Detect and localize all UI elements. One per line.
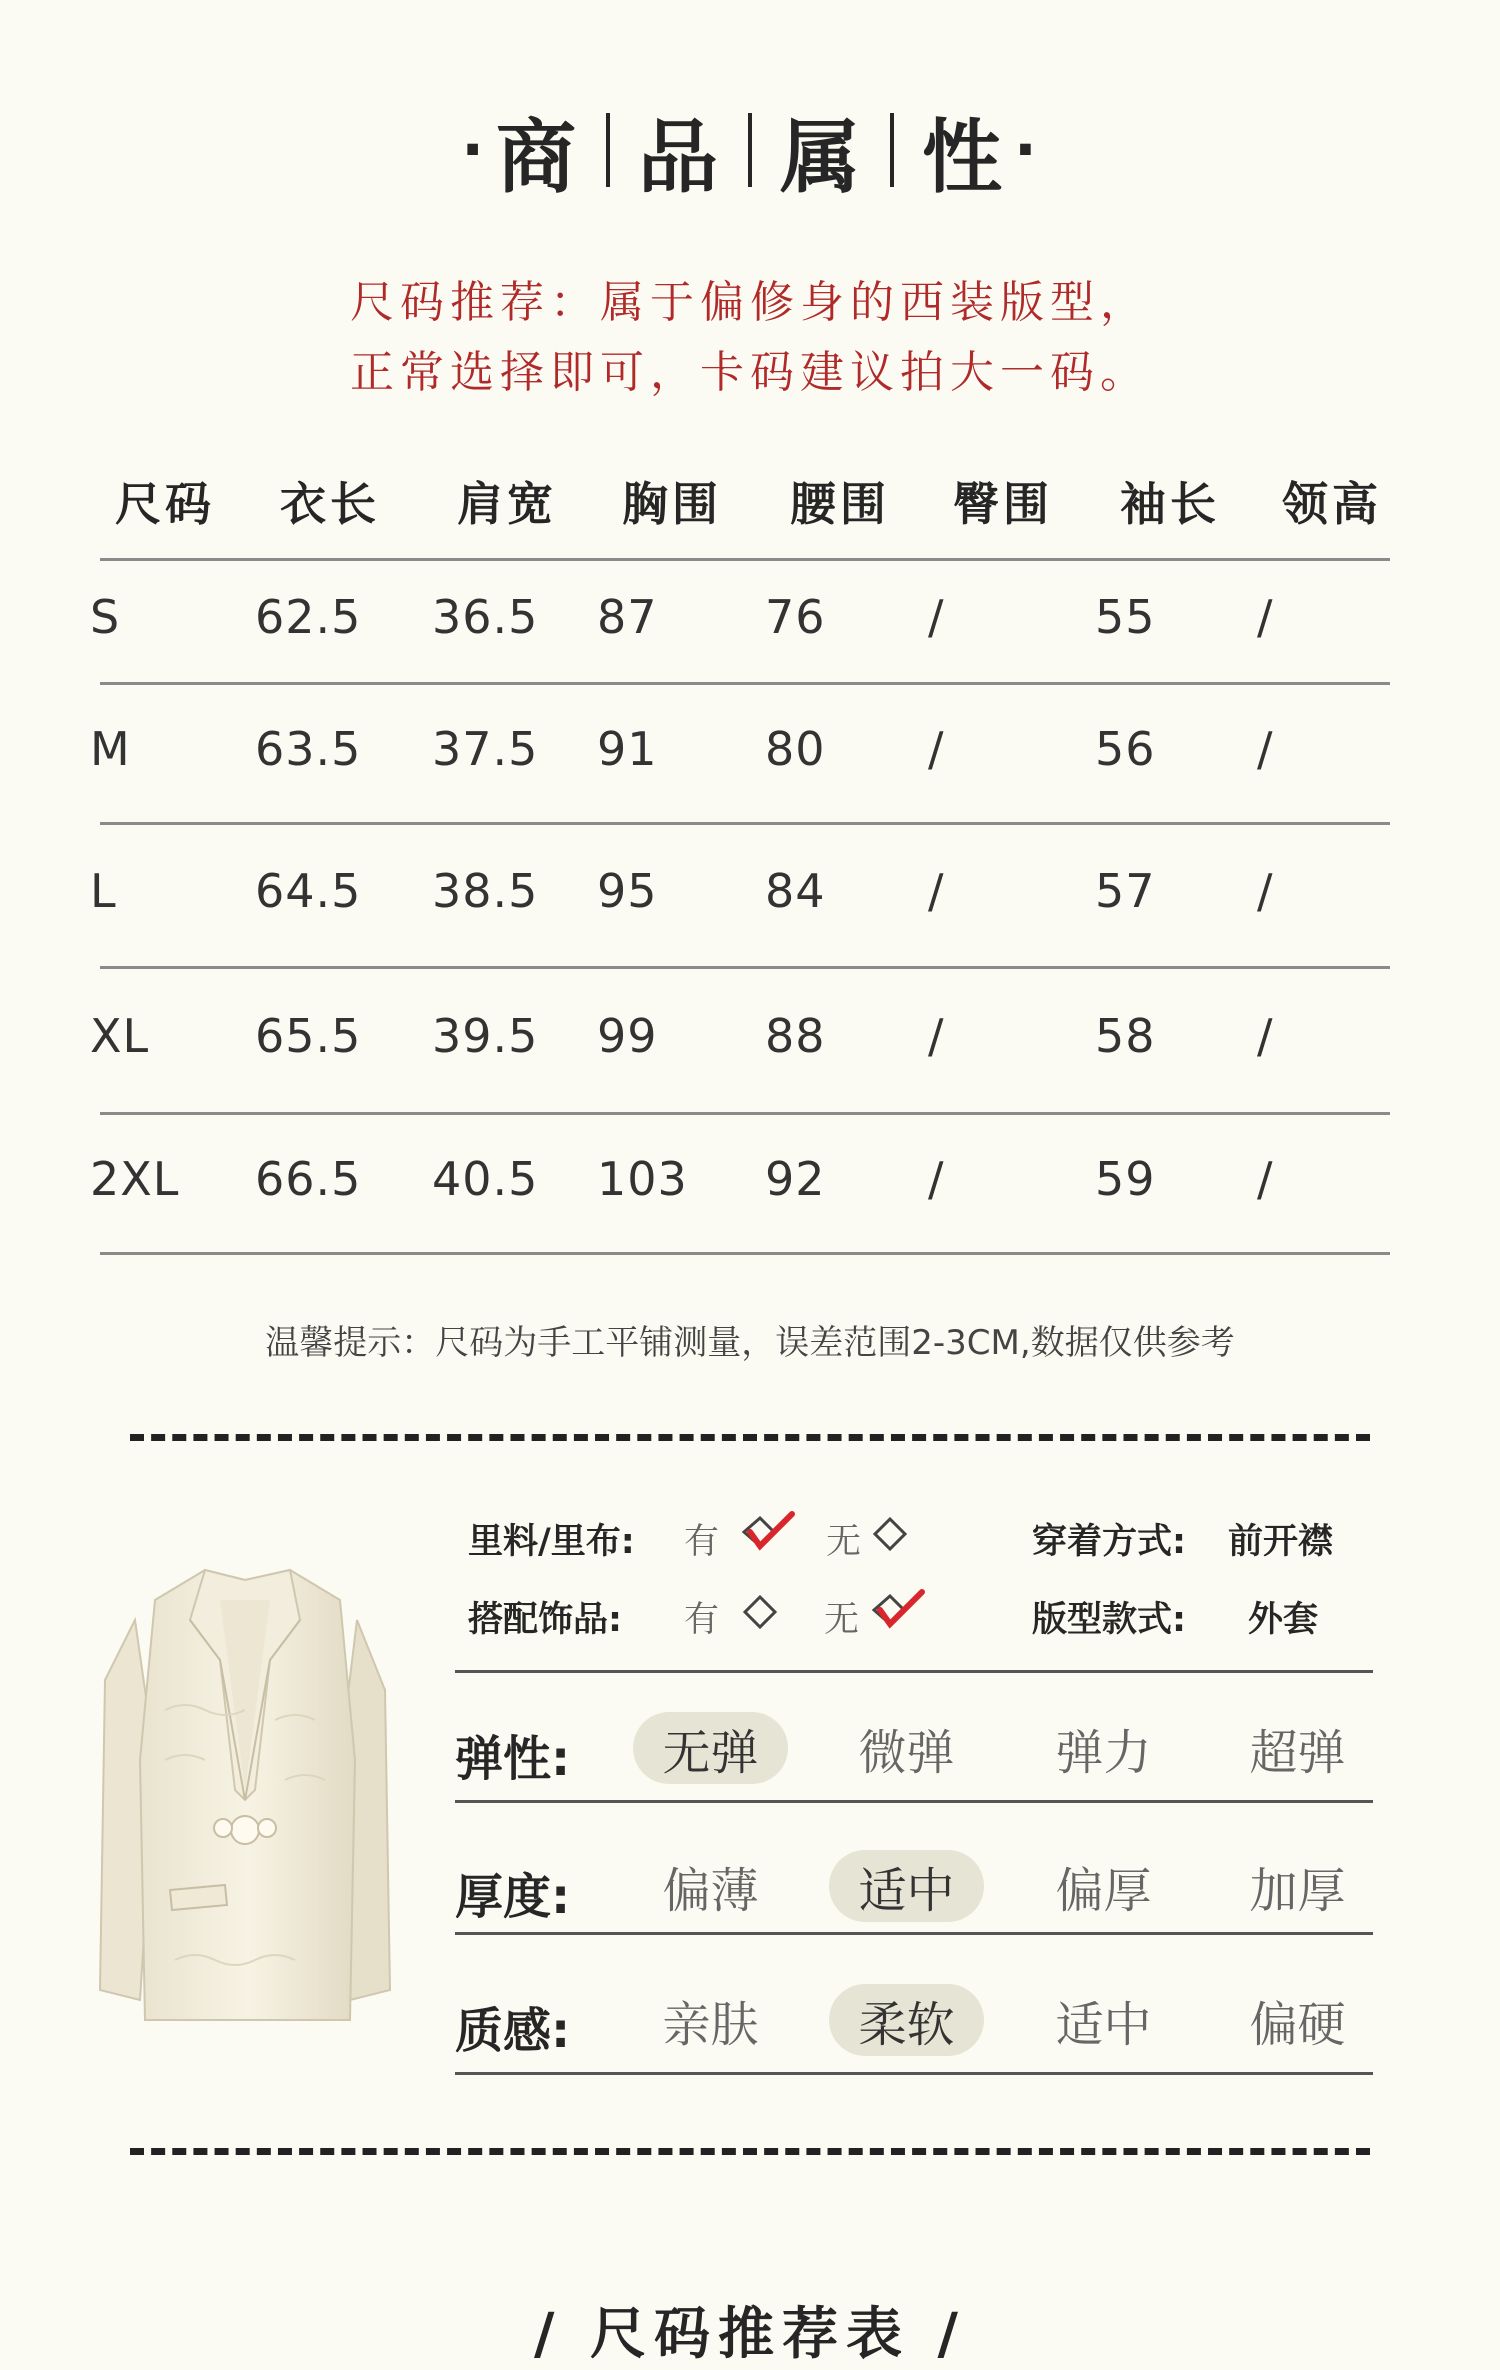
title-divider xyxy=(606,113,610,187)
scale-option: 加厚 xyxy=(1249,1862,1346,1919)
lining-no-label: 无 xyxy=(826,1522,862,1562)
table-cell: / xyxy=(928,1009,945,1063)
table-cell: 56 xyxy=(1095,722,1156,776)
style-label: 版型款式: xyxy=(1032,1600,1186,1640)
diamond-icon xyxy=(742,1594,778,1634)
size-table xyxy=(90,440,1390,1206)
table-cell: 59 xyxy=(1095,1152,1156,1206)
table-cell: 87 xyxy=(597,590,658,644)
table-header-cell: 袖长 xyxy=(1120,477,1220,531)
title-char: 属 xyxy=(780,110,862,204)
accessories-yes-label: 有 xyxy=(684,1600,720,1640)
table-row xyxy=(90,558,1390,682)
table-cell: XL xyxy=(90,1009,150,1063)
table-cell: 36.5 xyxy=(432,590,539,644)
title-char: 性 xyxy=(922,110,1004,204)
dashed-divider xyxy=(130,1434,1370,1441)
recommendation-line-2: 正常选择即可，卡码建议拍大一码。 xyxy=(350,347,1150,398)
table-cell: 55 xyxy=(1095,590,1156,644)
page-title xyxy=(0,95,1500,205)
table-cell: / xyxy=(1257,722,1274,776)
title-divider xyxy=(748,113,752,187)
table-header-cell: 尺码 xyxy=(115,477,215,531)
table-cell: / xyxy=(928,1152,945,1206)
scale-label: 质感: xyxy=(455,2003,571,2059)
check-icon xyxy=(870,1588,926,1638)
blazer-image xyxy=(95,1560,395,2030)
table-cell: 65.5 xyxy=(255,1009,362,1063)
title-char: 品 xyxy=(638,110,720,204)
table-cell: 58 xyxy=(1095,1009,1156,1063)
table-header-cell: 肩宽 xyxy=(457,477,557,531)
scale-option: 偏硬 xyxy=(1249,1996,1346,2053)
table-row xyxy=(90,1112,1390,1252)
scale-option: 偏厚 xyxy=(1055,1862,1152,1919)
table-header-cell: 胸围 xyxy=(622,477,722,531)
attr-divider xyxy=(455,2072,1373,2075)
table-cell: 38.5 xyxy=(432,864,539,918)
title-char: 商 xyxy=(496,110,578,204)
scale-option: 偏薄 xyxy=(662,1862,759,1919)
table-cell: / xyxy=(928,590,945,644)
table-cell: / xyxy=(928,722,945,776)
accessories-label: 搭配饰品: xyxy=(468,1600,622,1640)
table-header-cell: 腰围 xyxy=(790,477,890,531)
diamond-icon xyxy=(872,1516,908,1556)
lining-label: 里料/里布: xyxy=(468,1522,635,1562)
wear-value: 前开襟 xyxy=(1228,1522,1334,1562)
table-cell: 88 xyxy=(765,1009,826,1063)
attribute-scale-row xyxy=(455,1992,1373,2092)
table-cell: 91 xyxy=(597,722,658,776)
table-cell: 62.5 xyxy=(255,590,362,644)
scale-option-selected: 柔软 xyxy=(829,1984,984,2056)
attr-divider xyxy=(455,1800,1373,1803)
title-dot-left: · xyxy=(461,115,486,185)
table-cell: 64.5 xyxy=(255,864,362,918)
table-row xyxy=(90,822,1390,966)
check-icon xyxy=(740,1510,796,1560)
attribute-scale-row xyxy=(455,1720,1373,1820)
scale-label: 弹性: xyxy=(455,1731,571,1787)
table-cell: S xyxy=(90,590,121,644)
table-header-cell: 衣长 xyxy=(280,477,380,531)
table-cell: 66.5 xyxy=(255,1152,362,1206)
size-chart-title: / 尺码推荐表 / xyxy=(534,2302,966,2367)
lining-yes-label: 有 xyxy=(684,1522,720,1562)
wear-label: 穿着方式: xyxy=(1032,1522,1186,1562)
table-cell: / xyxy=(928,864,945,918)
accessories-no-label: 无 xyxy=(824,1600,860,1640)
table-cell: 2XL xyxy=(90,1152,180,1206)
table-cell: 57 xyxy=(1095,864,1156,918)
table-cell: 95 xyxy=(597,864,658,918)
table-row xyxy=(90,966,1390,1112)
table-cell: / xyxy=(1257,1152,1274,1206)
table-cell: / xyxy=(1257,864,1274,918)
style-value: 外套 xyxy=(1248,1600,1319,1640)
attribute-scale-row xyxy=(455,1858,1373,1958)
table-cell: 84 xyxy=(765,864,826,918)
scale-option-selected: 无弹 xyxy=(633,1712,788,1784)
table-cell: 103 xyxy=(597,1152,688,1206)
recommendation-line-1: 尺码推荐：属于偏修身的西装版型， xyxy=(350,277,1150,328)
scale-option: 超弹 xyxy=(1249,1724,1346,1781)
table-cell: 40.5 xyxy=(432,1152,539,1206)
table-rule xyxy=(100,1252,1390,1255)
table-cell: 80 xyxy=(765,722,826,776)
table-cell: L xyxy=(90,864,117,918)
table-cell: 37.5 xyxy=(432,722,539,776)
table-cell: 39.5 xyxy=(432,1009,539,1063)
table-cell: 99 xyxy=(597,1009,658,1063)
scale-label: 厚度: xyxy=(455,1869,571,1925)
title-dot-right: · xyxy=(1014,115,1039,185)
scale-option: 亲肤 xyxy=(662,1996,759,2053)
table-cell: / xyxy=(1257,590,1274,644)
table-header-cell: 臀围 xyxy=(953,477,1053,531)
table-row xyxy=(90,682,1390,822)
table-cell: 92 xyxy=(765,1152,826,1206)
attr-divider xyxy=(455,1932,1373,1935)
table-header xyxy=(100,440,1390,558)
attr-divider xyxy=(455,1670,1373,1673)
table-header-cell: 领高 xyxy=(1282,477,1382,531)
table-cell: 63.5 xyxy=(255,722,362,776)
scale-option-selected: 适中 xyxy=(829,1850,984,1922)
table-cell: M xyxy=(90,722,131,776)
table-cell: 76 xyxy=(765,590,826,644)
dashed-divider xyxy=(130,2148,1370,2155)
title-divider xyxy=(890,113,894,187)
scale-option: 适中 xyxy=(1055,1996,1152,2053)
table-cell: / xyxy=(1257,1009,1274,1063)
scale-option: 弹力 xyxy=(1055,1724,1152,1781)
measurement-tip: 温馨提示：尺码为手工平铺测量，误差范围2-3CM,数据仅供参考 xyxy=(265,1323,1235,1363)
scale-option: 微弹 xyxy=(858,1724,955,1781)
